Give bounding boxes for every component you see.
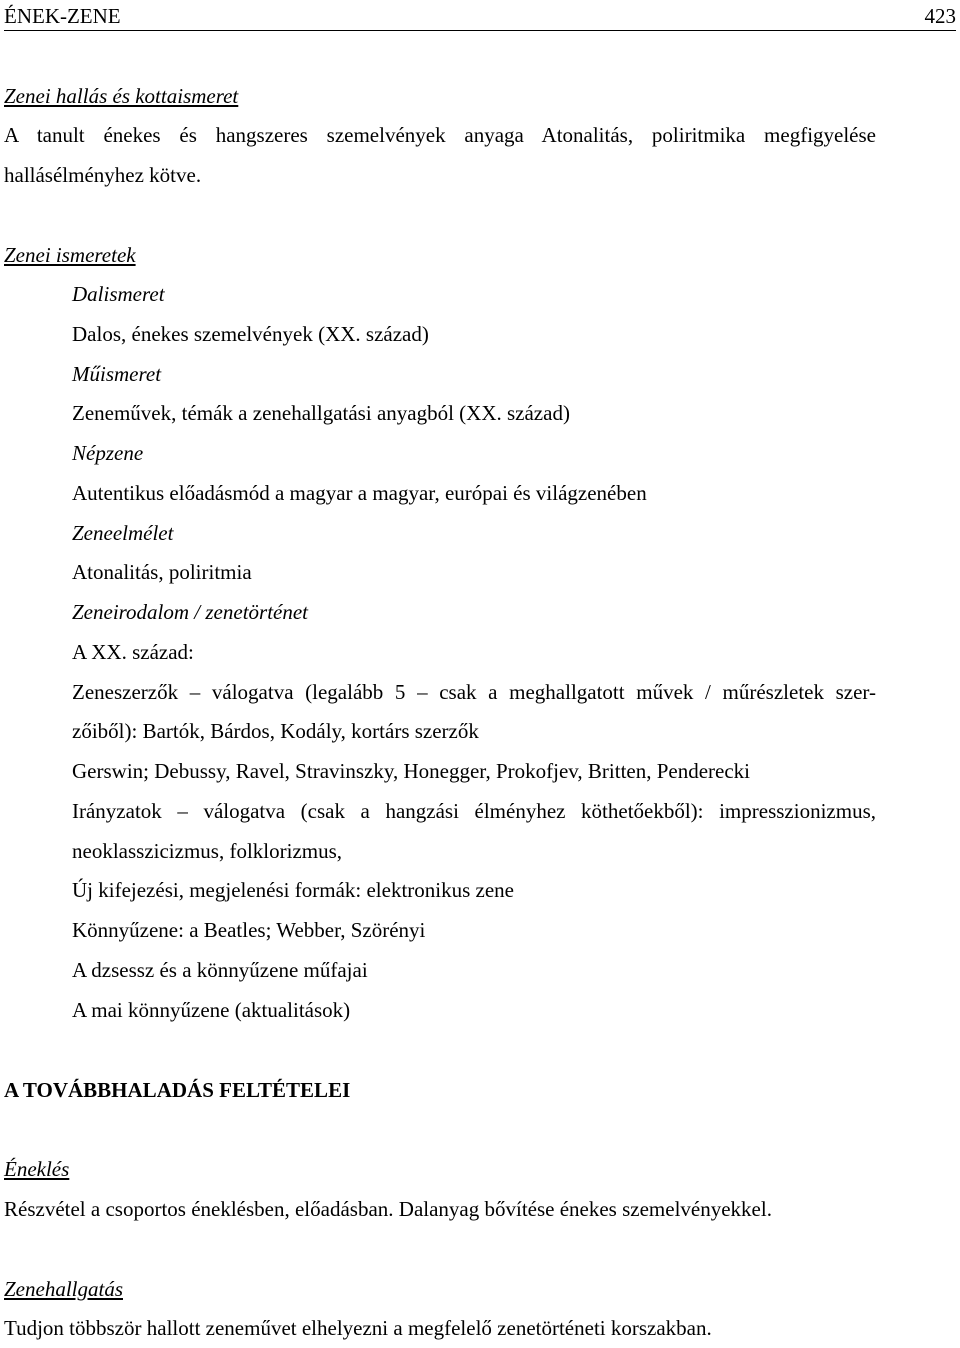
paragraph-line: hallásélményhez kötve. (4, 163, 202, 187)
list-item: Dalos, énekes szemelvények (XX. század) (72, 322, 429, 346)
paragraph-line: Tudjon többször hallott zeneművet elhelyezni a megfelelő zenetörténeti korszakban. (4, 1316, 712, 1340)
list-item: Gerswin; Debussy, Ravel, Stravinszky, Honegger, Prokofjev, Britten, Penderecki (72, 759, 751, 783)
list-item: Új kifejezési, megjelenési formák: elektronikus zene (72, 878, 514, 902)
list-item: Atonalitás, poliritmia (72, 560, 252, 584)
subheading-dalismeret: Dalismeret (72, 282, 165, 306)
list-item: Autentikus előadásmód a magyar a magyar, európai és világzenében (72, 481, 647, 505)
subheading-zeneelmelet: Zeneelmélet (72, 521, 174, 545)
list-item: Zeneművek, témák a zenehallgatási anyagból (XX. század) (72, 401, 570, 425)
page-header (4, 2, 956, 31)
list-item: A XX. század: (72, 640, 194, 664)
heading-zenehallgatas: Zenehallgatás (4, 1277, 123, 1301)
paragraph-line: A tanult énekes és hangszeres szemelvények anyaga Atonalitás, poliritmika megfigyelése (4, 123, 876, 147)
list-item: zőiből): Bartók, Bárdos, Kodály, kortárs szerzők (72, 719, 479, 743)
paragraph-line: Részvétel a csoportos éneklésben, előadásban. Dalanyag bővítése énekes szemelvényekkel. (4, 1197, 772, 1221)
list-item: Irányzatok – válogatva (csak a hangzási élményhez köthetőekből): impresszionizmus, (72, 799, 876, 823)
list-item: Könnyűzene: a Beatles; Webber, Szörényi (72, 918, 426, 942)
subheading-muismeret: Műismeret (72, 362, 162, 386)
section-heading: A TOVÁBBHALADÁS FELTÉTELEI (4, 1078, 351, 1102)
list-item: Zeneszerzők – válogatva (legalább 5 – csak a meghallgatott művek / műrészletek szer- (72, 680, 876, 704)
heading-enekles: Éneklés (4, 1157, 70, 1181)
header-title: ÉNEK-ZENE (4, 4, 121, 28)
page-number: 423 (924, 4, 956, 28)
heading-zenei-hallas: Zenei hallás és kottaismeret (4, 84, 239, 108)
heading-zenei-ismeretek: Zenei ismeretek (4, 243, 136, 267)
subheading-zeneirodalom: Zeneirodalom / zenetörténet (72, 600, 309, 624)
list-item: A mai könnyűzene (aktualitások) (72, 998, 351, 1022)
subheading-nepzene: Népzene (72, 441, 144, 465)
list-item: A dzsessz és a könnyűzene műfajai (72, 958, 368, 982)
list-item: neoklasszicizmus, folklorizmus, (72, 839, 343, 863)
